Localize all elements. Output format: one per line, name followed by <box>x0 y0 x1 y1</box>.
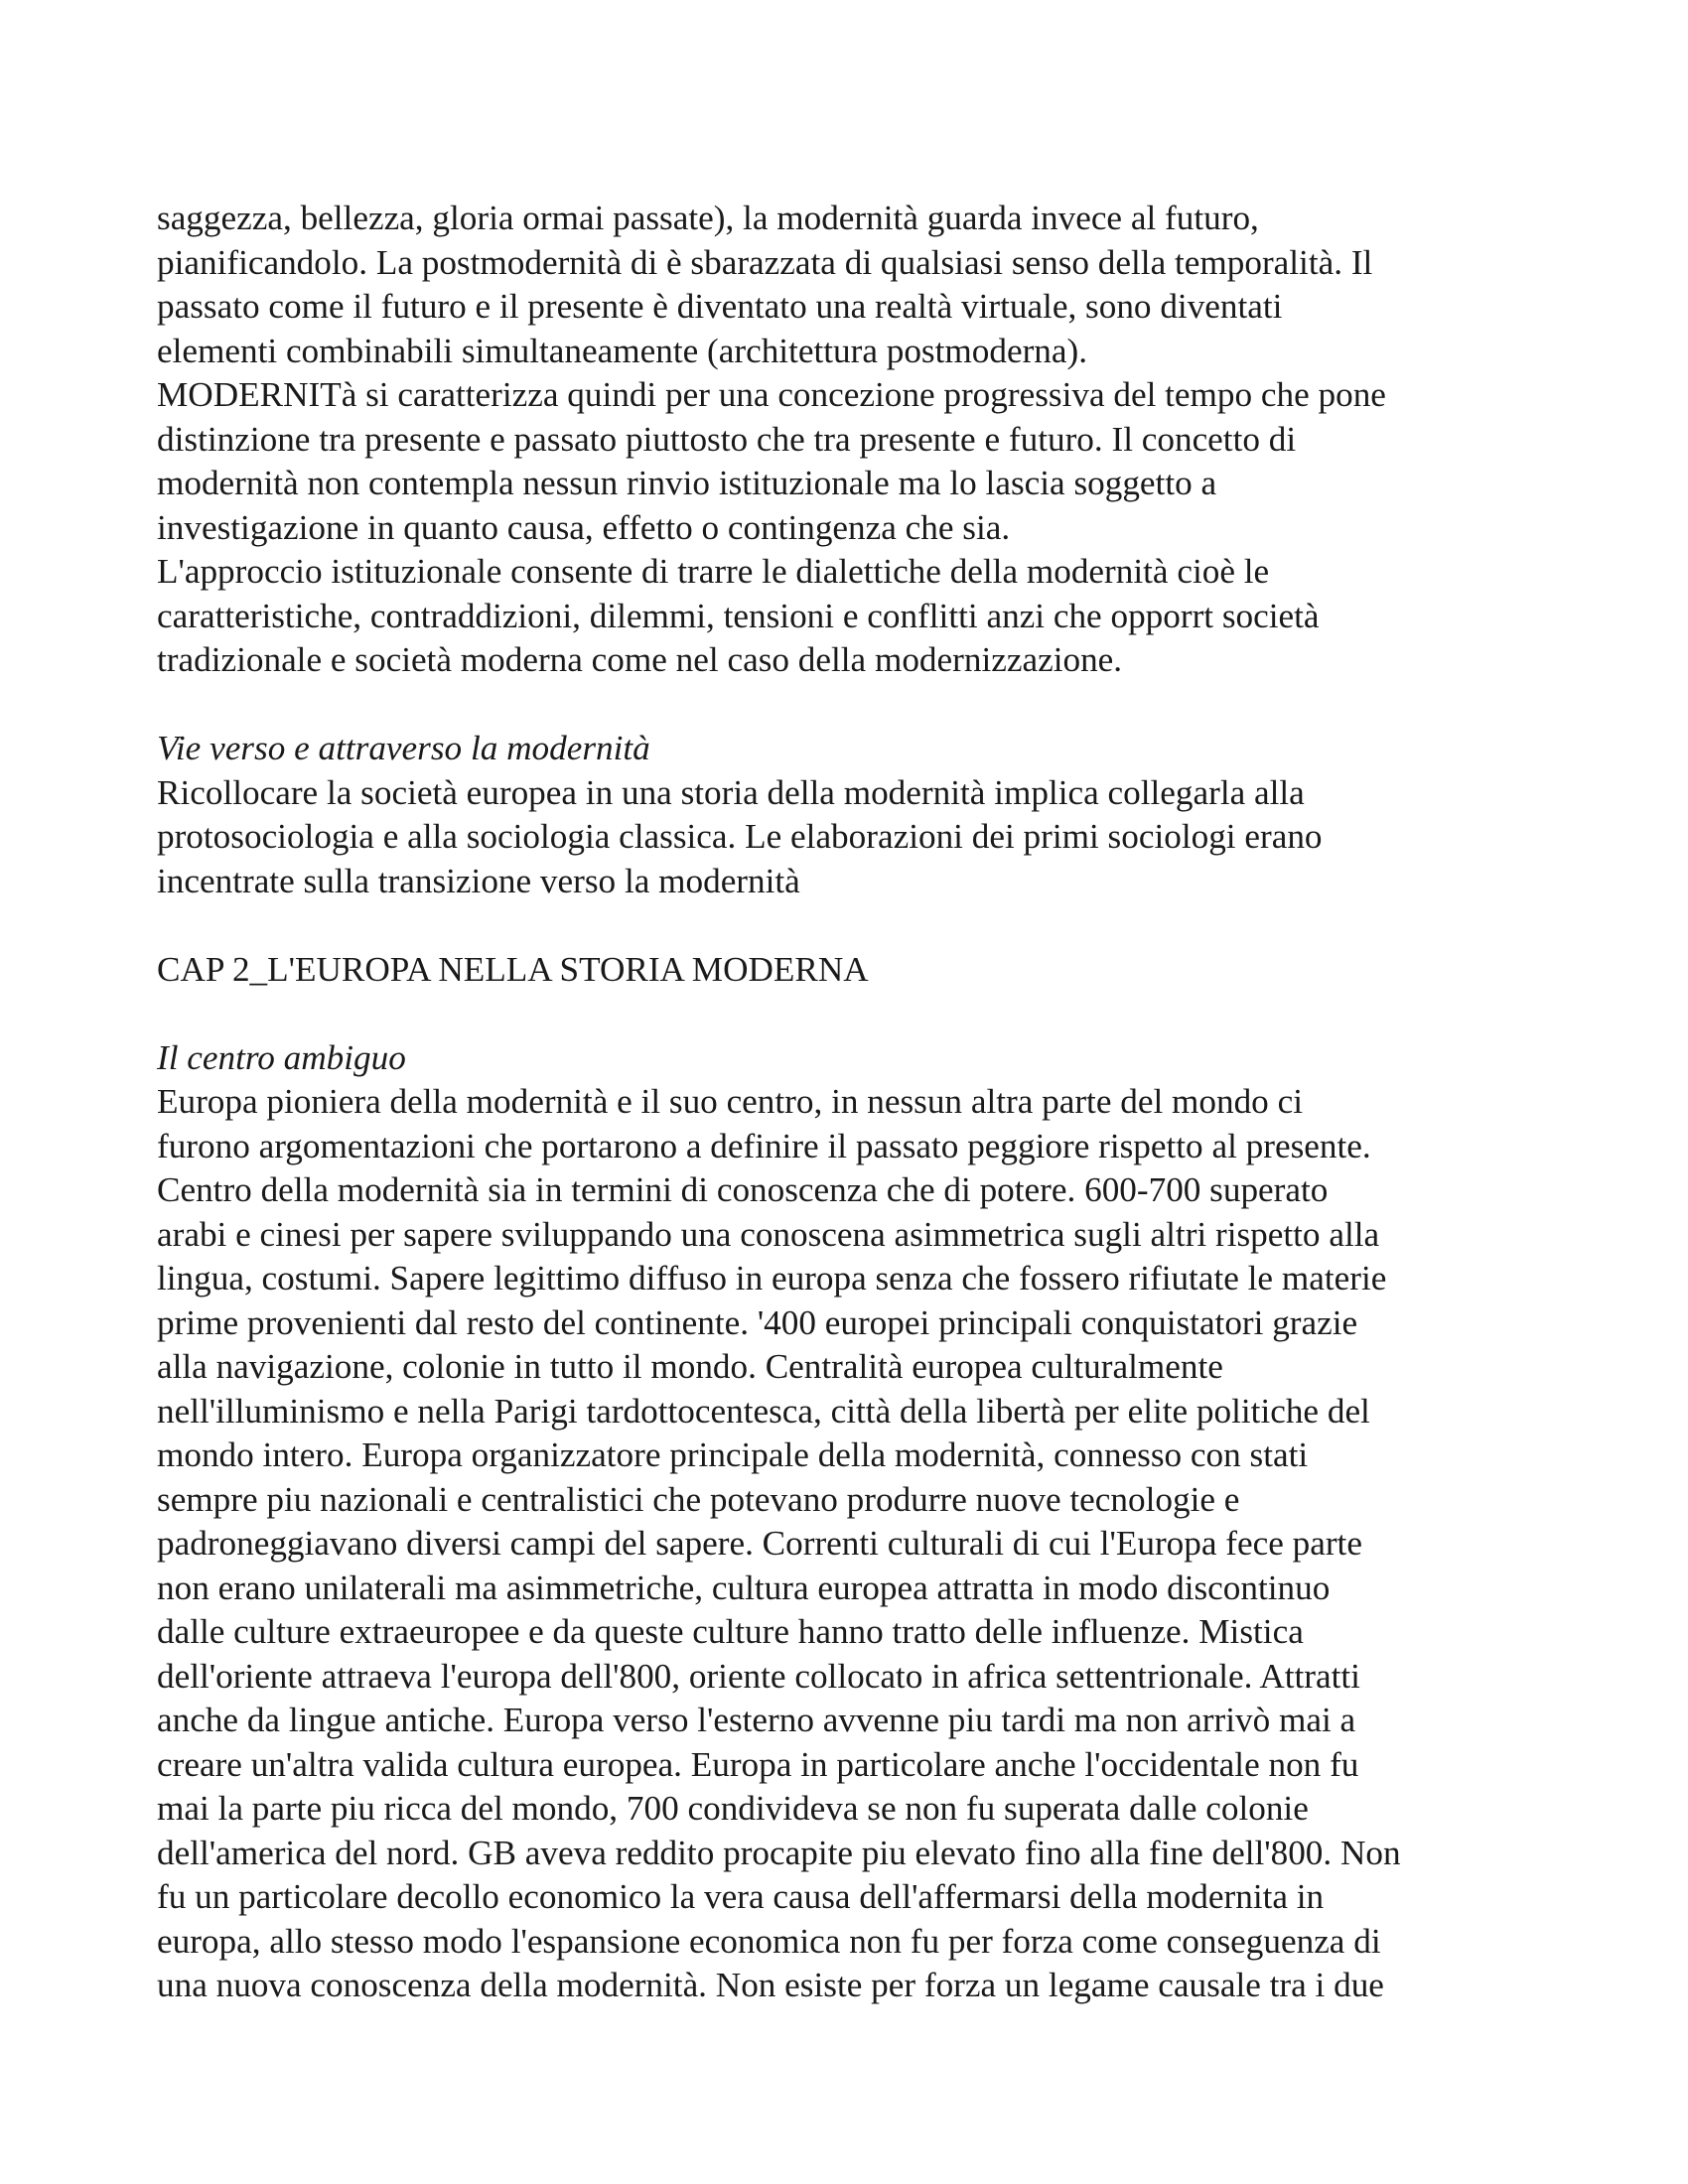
chapter-title: CAP 2_L'EUROPA NELLA STORIA MODERNA <box>157 949 869 989</box>
blank-line <box>157 992 1547 1036</box>
text-line: pianificandolo. La postmodernità di è sbarazzata di qualsiasi senso della temporalità. Il <box>157 242 1373 282</box>
text-line: creare un'altra valida cultura europea. Europa in particolare anche l'occidentale non fu <box>157 1744 1359 1784</box>
text-line: modernità non contempla nessun rinvio istituzionale ma lo lascia soggetto a <box>157 464 1217 502</box>
text-line: Centro della modernità sia in termini di conoscenza che di potere. 600-700 superato <box>157 1170 1329 1209</box>
text-line: MODERNITà si caratterizza quindi per una concezione progressiva del tempo che pone <box>157 375 1386 414</box>
text-line: padroneggiavano diversi campi del sapere. Correnti culturali di cui l'Europa fece parte <box>157 1524 1362 1563</box>
text-line: non erano unilaterali ma asimmetriche, cultura europea attratta in modo discontinuo <box>157 1568 1331 1607</box>
paragraph-modernita <box>157 373 1547 550</box>
text-line: passato come il futuro e il presente è diventato una realtà virtuale, sono diventati <box>157 287 1283 326</box>
text-line: dell'oriente attraeva l'europa dell'800, oriente collocato in africa settentrionale. Attratti <box>157 1656 1360 1696</box>
text-line: tradizionale e società moderna come nel caso della modernizzazione. <box>157 640 1123 679</box>
text-line: caratteristiche, contraddizioni, dilemmi, tensioni e conflitti anzi che opporrt società <box>157 596 1320 635</box>
text-line: anche da lingue antiche. Europa verso l'esterno avvenne piu tardi ma non arrivò mai a <box>157 1701 1356 1739</box>
text-line: europa, allo stesso modo l'espansione economica non fu per forza come conseguenza di <box>157 1921 1381 1961</box>
paragraph-temporalita <box>157 197 1547 373</box>
text-line: incentrate sulla transizione verso la modernità <box>157 861 800 900</box>
document-page <box>157 197 1547 2008</box>
text-line: nell'illuminismo e nella Parigi tardottocentesca, città della libertà per elite politiche del <box>157 1391 1370 1431</box>
text-line: Europa pioniera della modernità e il suo centro, in nessun altra parte del mondo ci <box>157 1082 1303 1121</box>
paragraph-approccio-istituzionale <box>157 550 1547 683</box>
text-line: lingua, costumi. Sapere legittimo diffuso in europa senza che fossero rifiutate le materie <box>157 1259 1387 1297</box>
section-heading: Il centro ambiguo <box>157 1037 406 1077</box>
text-line: prime provenienti dal resto del continente. '400 europei principali conquistatori grazie <box>157 1302 1358 1342</box>
text-line: dell'america del nord. GB aveva reddito procapite piu elevato fino alla fine dell'800. Non <box>157 1833 1401 1872</box>
text-line: saggezza, bellezza, gloria ormai passate), la modernità guarda invece al futuro, <box>157 199 1259 237</box>
text-line: alla navigazione, colonie in tutto il mondo. Centralità europea culturalmente <box>157 1347 1223 1386</box>
text-line: mai la parte piu ricca del mondo, 700 condivideva se non fu superata dalle colonie <box>157 1789 1309 1828</box>
blank-line <box>157 903 1547 948</box>
text-line: una nuova conoscenza della modernità. Non esiste per forza un legame causale tra i due <box>157 1966 1384 2004</box>
text-line: arabi e cinesi per sapere sviluppando una conoscena asimmetrica sugli altri rispetto alla <box>157 1214 1380 1254</box>
text-line: dalle culture extraeuropee e da queste culture hanno tratto delle influenze. Mistica <box>157 1612 1304 1651</box>
blank-line <box>157 683 1547 728</box>
section-heading: Vie verso e attraverso la modernità <box>157 729 650 767</box>
text-line: elementi combinabili simultaneamente (architettura postmoderna). <box>157 331 1088 370</box>
text-line: protosociologia e alla sociologia classica. Le elaborazioni dei primi sociologi erano <box>157 817 1323 856</box>
text-line: mondo intero. Europa organizzatore principale della modernità, connesso con stati <box>157 1435 1309 1474</box>
text-line: sempre piu nazionali e centralistici che potevano produrre nuove tecnologie e <box>157 1479 1240 1519</box>
text-line: investigazione in quanto causa, effetto o contingenza che sia. <box>157 507 1011 547</box>
text-line: furono argomentazioni che portarono a definire il passato peggiore rispetto al presente. <box>157 1126 1371 1165</box>
text-line: L'approccio istituzionale consente di trarre le dialettiche della modernità cioè le <box>157 552 1270 591</box>
paragraph-vie-verso-modernita <box>157 771 1547 904</box>
paragraph-centro-ambiguo <box>157 1080 1547 2008</box>
text-line: distinzione tra presente e passato piuttosto che tra presente e futuro. Il concetto di <box>157 419 1297 459</box>
text-line: fu un particolare decollo economico la vera causa dell'affermarsi della modernita in <box>157 1877 1325 1916</box>
text-line: Ricollocare la società europea in una storia della modernità implica collegarla alla <box>157 772 1305 812</box>
